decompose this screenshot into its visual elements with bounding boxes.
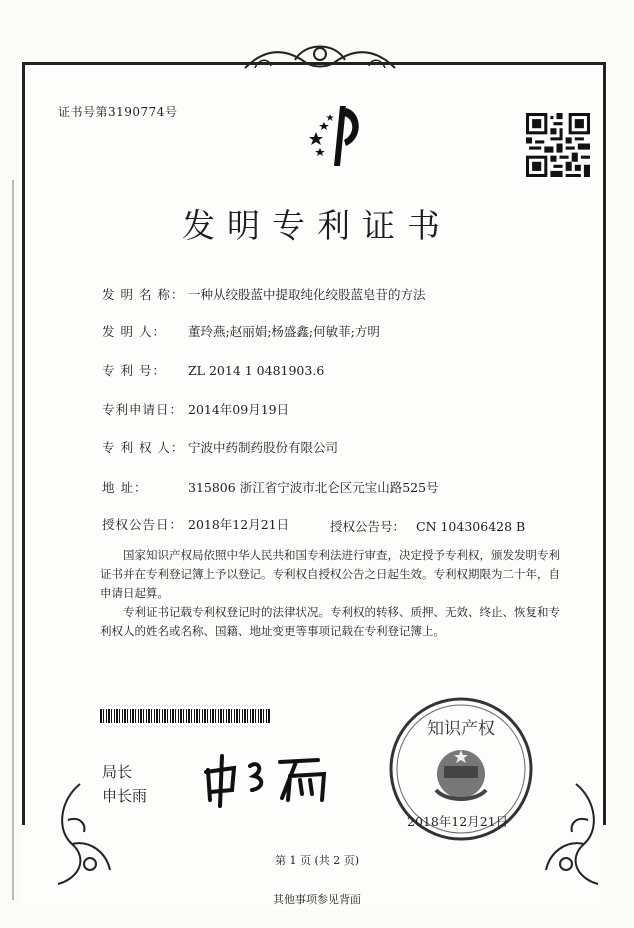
field-label: 地 址： xyxy=(102,480,148,495)
field-patentee xyxy=(102,438,338,456)
field-label: 专 利 权 人： xyxy=(102,440,185,455)
signatory-title: 局长 xyxy=(102,763,133,781)
field-patent-number xyxy=(102,361,324,379)
field-grant-date xyxy=(102,515,289,533)
field-value: CN 104306428 B xyxy=(416,519,526,534)
field-address xyxy=(102,478,439,496)
field-label: 专 利 号： xyxy=(102,363,166,378)
signature-icon xyxy=(198,740,338,810)
national-emblem-icon xyxy=(300,100,370,172)
qr-code-icon xyxy=(526,113,590,177)
field-value: 一种从绞股蓝中提取纯化绞股蓝皂苷的方法 xyxy=(188,287,426,302)
seal-text: 知识产权 xyxy=(427,719,495,739)
scan-edge-line xyxy=(12,180,14,900)
frame-right-border xyxy=(603,65,606,825)
frame-left-border xyxy=(22,65,25,825)
field-value: 董玲燕;赵丽娟;杨盛鑫;何敏菲;方明 xyxy=(188,324,380,339)
legal-status-paragraph: 专利证书记载专利权登记时的法律状况。专利权的转移、质押、无效、终止、恢复和专利权人的姓名或名称、国籍、地址变更等事项记载在专利登记簿上。 xyxy=(100,605,560,638)
certificate-number: 证书号第3190774号 xyxy=(58,105,178,119)
field-inventors xyxy=(102,322,380,340)
field-label: 授权公告日： xyxy=(102,517,184,532)
field-value: 2018年12月21日 xyxy=(188,517,290,532)
field-value: 宁波中药制药股份有限公司 xyxy=(188,440,339,455)
field-value: 2014年09月19日 xyxy=(188,402,290,417)
page-number: 第 1 页 (共 2 页) xyxy=(274,854,360,867)
field-invention-name xyxy=(102,285,426,303)
ornament-icon xyxy=(540,780,606,890)
signatory-name: 申长雨 xyxy=(102,787,148,805)
field-value: ZL 2014 1 0481903.6 xyxy=(188,363,325,378)
ornament-icon xyxy=(50,780,116,890)
back-note: 其他事项参见背面 xyxy=(273,893,361,906)
field-publication-number xyxy=(330,517,525,535)
barcode-icon xyxy=(100,709,270,723)
field-label: 专利申请日： xyxy=(102,402,184,417)
field-value: 315806 浙江省宁波市北仑区元宝山路525号 xyxy=(188,480,439,495)
grant-statement-paragraph: 国家知识产权局依照中华人民共和国专利法进行审查，决定授予专利权，颁发发明专利证书并在专利登记簿上予以登记。专利权自授权公告之日起生效。专利权期限为二十年，自申请日起算。 xyxy=(100,548,560,600)
ornament-icon xyxy=(235,38,405,78)
document-title: 发明专利证书 xyxy=(182,206,452,245)
seal-date: 2018年12月21日 xyxy=(407,814,509,829)
field-label: 授权公告号： xyxy=(330,519,406,534)
field-label: 发 明 名 称： xyxy=(102,287,185,302)
field-label: 发 明 人： xyxy=(102,324,166,339)
field-filing-date xyxy=(102,400,289,418)
